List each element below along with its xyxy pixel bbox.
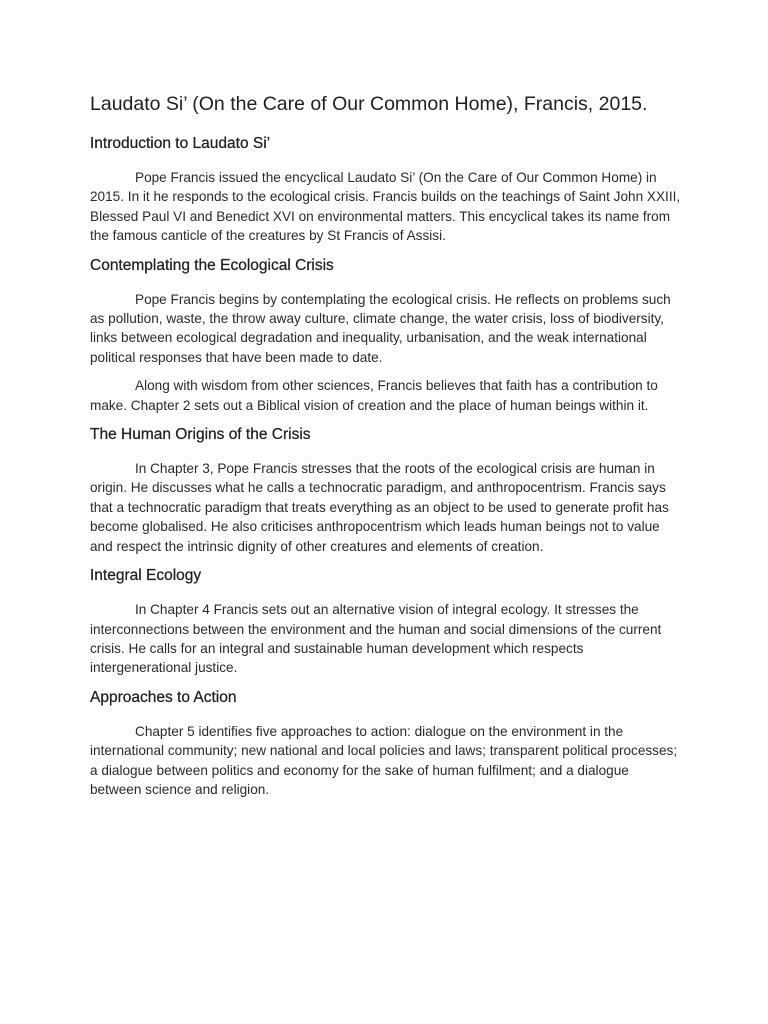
paragraph: In Chapter 3, Pope Francis stresses that the roots of the ecological crisis are human in origin. He discusses what he calls a technocratic paradigm, and anthropocentrism. Francis says that a technocratic paradigm that treats everything as an object to be used to generate profit has become globalised. He also criticises anthropocentrism which leads human beings not to value and respect the intrinsic dignity of other creatures and elements of creation.	[90, 461, 669, 554]
section-contemplating	[90, 256, 682, 415]
section-heading: Approaches to Action	[90, 688, 237, 706]
section-heading: Contemplating the Ecological Crisis	[90, 256, 334, 274]
section-approaches	[90, 688, 682, 800]
document-title: Laudato Si’ (On the Care of Our Common Home), Francis, 2015.	[90, 93, 648, 115]
section-introduction	[90, 134, 682, 246]
section-heading: Introduction to Laudato Si’	[90, 135, 271, 152]
paragraph: Pope Francis issued the encyclical Laudato Si’ (On the Care of Our Common Home) in 2015. In it he responds to the ecological crisis. Francis builds on the teachings of Saint John XXIII, Blessed Paul VI and Benedict XVI on environmental matters. This encyclical takes its name from the famous canticle of the creatures by St Francis of Assisi.	[90, 170, 681, 244]
paragraph: Along with wisdom from other sciences, Francis believes that faith has a contribution to make. Chapter 2 sets out a Biblical vision of creation and the place of human beings within it.	[90, 378, 658, 413]
section-integral-ecology	[90, 566, 682, 678]
section-heading: The Human Origins of the Crisis	[90, 426, 311, 444]
paragraph: In Chapter 4 Francis sets out an alternative vision of integral ecology. It stresses the interconnections between the environment and the human and social dimensions of the current crisis. He calls for an integral and sustainable human development which respects intergenerational justice.	[90, 602, 662, 676]
paragraph: Pope Francis begins by contemplating the ecological crisis. He reflects on problems such as pollution, waste, the throw away culture, climate change, the water crisis, loss of biodiversity, links between ecological degradation and inequality, urbanisation, and the weak international political responses that have been made to date.	[90, 291, 671, 365]
section-human-origins	[90, 425, 682, 556]
section-heading: Integral Ecology	[90, 567, 202, 585]
paragraph: Chapter 5 identifies five approaches to action: dialogue on the environment in the international community; new national and local policies and laws; transparent political processes; a dialogue between politics and economy for the sake of human fulfilment; and a dialogue between science and religion.	[90, 723, 678, 797]
